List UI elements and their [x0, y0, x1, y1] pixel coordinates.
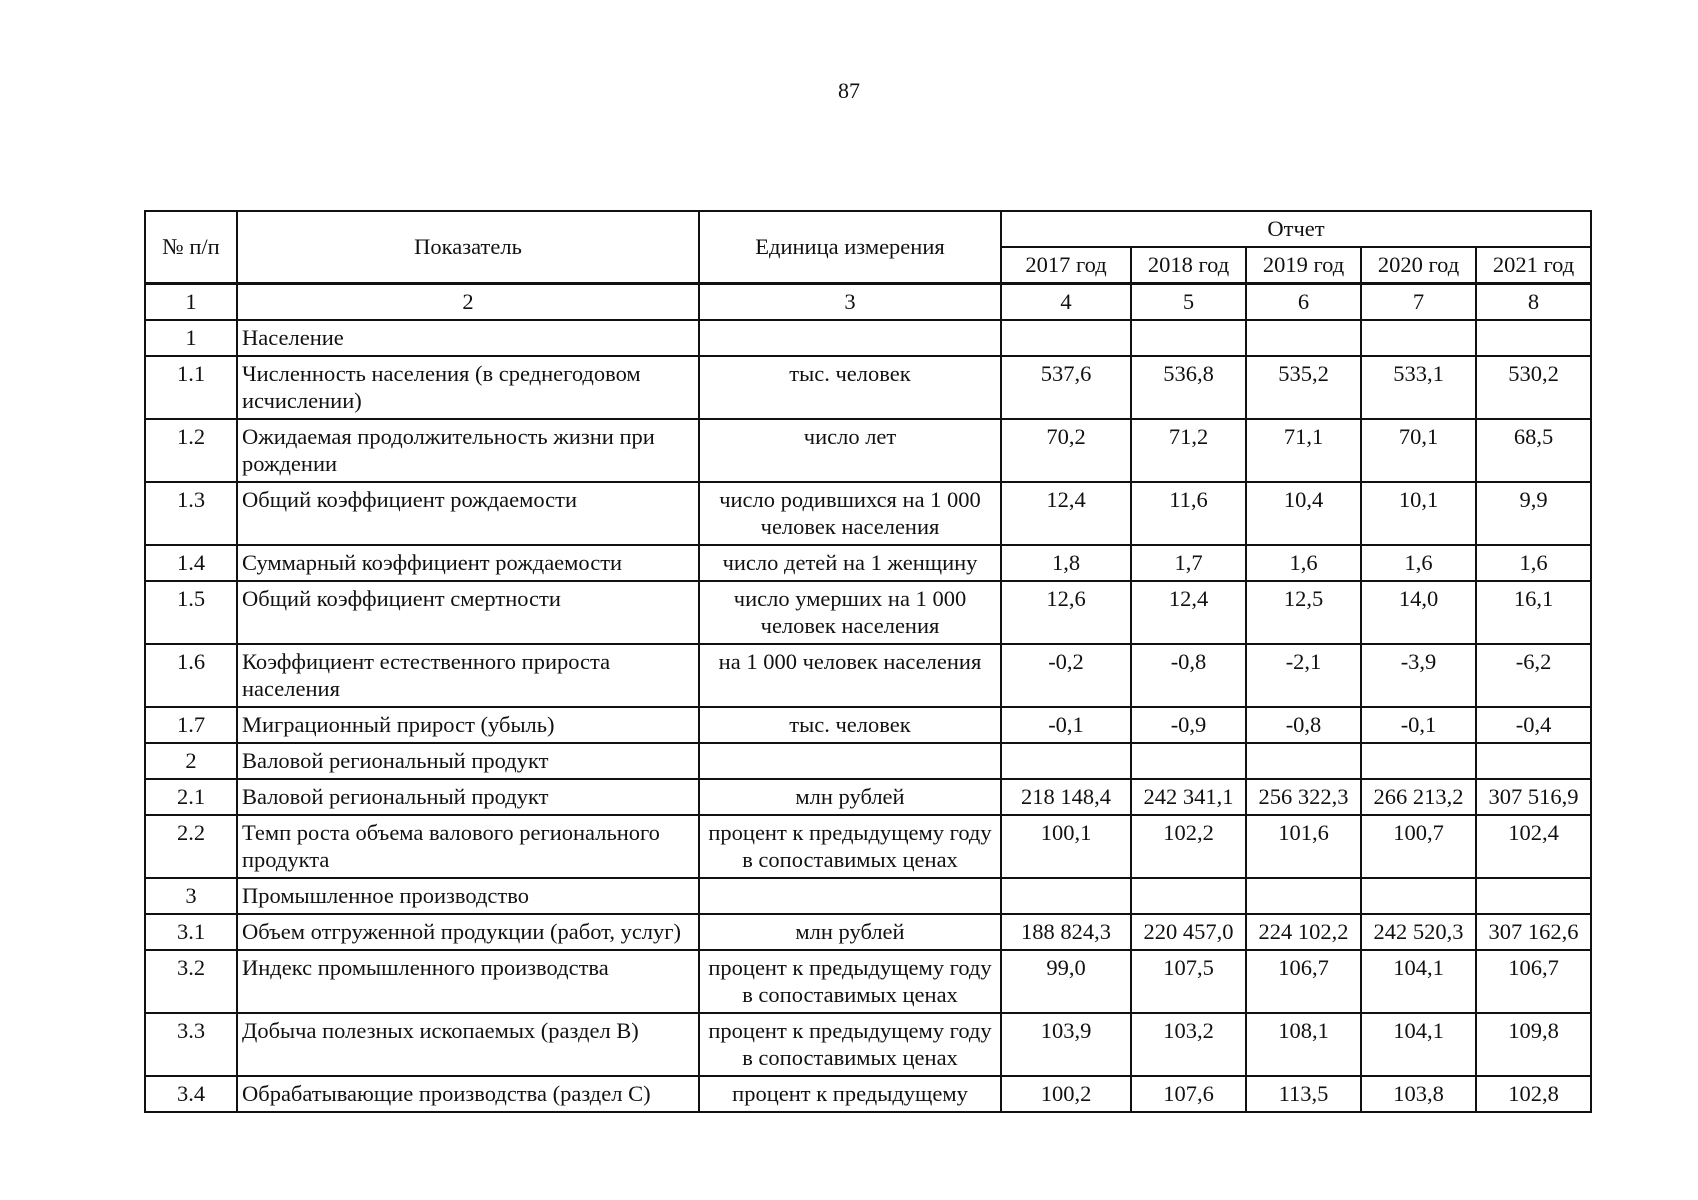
value-cell: 100,7 [1361, 815, 1476, 878]
value-cell [1361, 878, 1476, 914]
unit-of-measure: число родившихся на 1 000 человек населения [699, 482, 1001, 545]
header-year: 2021 год [1476, 247, 1591, 284]
row-number: 3.3 [145, 1013, 237, 1076]
indicator-name: Валовой региональный продукт [237, 743, 699, 779]
value-cell [1476, 878, 1591, 914]
value-cell: 9,9 [1476, 482, 1591, 545]
value-cell [1361, 320, 1476, 356]
value-cell: 71,2 [1131, 419, 1246, 482]
unit-of-measure: млн рублей [699, 914, 1001, 950]
value-cell: 106,7 [1246, 950, 1361, 1013]
value-cell: 113,5 [1246, 1076, 1361, 1112]
unit-of-measure: на 1 000 человек населения [699, 644, 1001, 707]
row-number: 1.7 [145, 707, 237, 743]
value-cell: -3,9 [1361, 644, 1476, 707]
value-cell: 104,1 [1361, 950, 1476, 1013]
indicator-name: Коэффициент естественного прироста населения [237, 644, 699, 707]
unit-of-measure: процент к предыдущему году в сопоставимых ценах [699, 1013, 1001, 1076]
column-number: 3 [699, 284, 1001, 321]
row-number: 1 [145, 320, 237, 356]
value-cell: 70,2 [1001, 419, 1131, 482]
value-cell: 103,2 [1131, 1013, 1246, 1076]
value-cell [1246, 878, 1361, 914]
column-number: 6 [1246, 284, 1361, 321]
table-row [145, 815, 1591, 878]
indicator-name: Добыча полезных ископаемых (раздел B) [237, 1013, 699, 1076]
unit-of-measure: млн рублей [699, 779, 1001, 815]
value-cell: 108,1 [1246, 1013, 1361, 1076]
row-number: 1.2 [145, 419, 237, 482]
value-cell [1131, 743, 1246, 779]
header-year: 2017 год [1001, 247, 1131, 284]
row-number: 3 [145, 878, 237, 914]
table-header [145, 211, 1591, 284]
value-cell: -0,8 [1246, 707, 1361, 743]
column-number: 4 [1001, 284, 1131, 321]
table-row [145, 950, 1591, 1013]
table-row [145, 356, 1591, 419]
value-cell [1131, 320, 1246, 356]
value-cell: 1,6 [1361, 545, 1476, 581]
value-cell: 107,6 [1131, 1076, 1246, 1112]
value-cell: 106,7 [1476, 950, 1591, 1013]
header-indicator: Показатель [237, 211, 699, 284]
row-number: 1.3 [145, 482, 237, 545]
value-cell: 537,6 [1001, 356, 1131, 419]
value-cell: 102,8 [1476, 1076, 1591, 1112]
indicator-name: Население [237, 320, 699, 356]
value-cell: 103,9 [1001, 1013, 1131, 1076]
table-row [145, 581, 1591, 644]
row-number: 2 [145, 743, 237, 779]
value-cell [1246, 320, 1361, 356]
row-number: 3.1 [145, 914, 237, 950]
column-number: 1 [145, 284, 237, 321]
value-cell: 14,0 [1361, 581, 1476, 644]
row-number: 3.4 [145, 1076, 237, 1112]
value-cell: 530,2 [1476, 356, 1591, 419]
table-row [145, 644, 1591, 707]
table-row [145, 707, 1591, 743]
value-cell: -0,1 [1361, 707, 1476, 743]
indicator-name: Промышленное производство [237, 878, 699, 914]
value-cell: -0,1 [1001, 707, 1131, 743]
value-cell: 103,8 [1361, 1076, 1476, 1112]
value-cell: 71,1 [1246, 419, 1361, 482]
value-cell: 12,6 [1001, 581, 1131, 644]
table-row [145, 743, 1591, 779]
header-year: 2020 год [1361, 247, 1476, 284]
value-cell: 11,6 [1131, 482, 1246, 545]
column-number: 2 [237, 284, 699, 321]
value-cell: 533,1 [1361, 356, 1476, 419]
value-cell [1001, 743, 1131, 779]
value-cell: 102,4 [1476, 815, 1591, 878]
indicator-name: Общий коэффициент смертности [237, 581, 699, 644]
unit-of-measure: процент к предыдущему году в сопоставимых ценах [699, 815, 1001, 878]
table-row [145, 1013, 1591, 1076]
table-row [145, 320, 1591, 356]
indicator-name: Численность населения (в среднегодовом исчислении) [237, 356, 699, 419]
value-cell: -0,9 [1131, 707, 1246, 743]
table-row [145, 545, 1591, 581]
value-cell: 266 213,2 [1361, 779, 1476, 815]
header-year: 2018 год [1131, 247, 1246, 284]
table-row [145, 914, 1591, 950]
row-number: 3.2 [145, 950, 237, 1013]
column-number: 8 [1476, 284, 1591, 321]
indicator-name: Миграционный прирост (убыль) [237, 707, 699, 743]
unit-of-measure [699, 743, 1001, 779]
value-cell: 101,6 [1246, 815, 1361, 878]
column-number: 5 [1131, 284, 1246, 321]
indicator-name: Суммарный коэффициент рождаемости [237, 545, 699, 581]
indicators-table [144, 210, 1592, 1113]
value-cell: 307 162,6 [1476, 914, 1591, 950]
value-cell: 307 516,9 [1476, 779, 1591, 815]
value-cell: 68,5 [1476, 419, 1591, 482]
row-number: 1.6 [145, 644, 237, 707]
value-cell [1361, 743, 1476, 779]
value-cell: -0,4 [1476, 707, 1591, 743]
value-cell: -2,1 [1246, 644, 1361, 707]
value-cell: 535,2 [1246, 356, 1361, 419]
table-row [145, 779, 1591, 815]
unit-of-measure: процент к предыдущему году в сопоставимых ценах [699, 950, 1001, 1013]
table-body [145, 284, 1591, 1113]
column-numbers-row [145, 284, 1591, 321]
table-row [145, 419, 1591, 482]
unit-of-measure: число умерших на 1 000 человек населения [699, 581, 1001, 644]
row-number: 1.5 [145, 581, 237, 644]
value-cell: 1,6 [1246, 545, 1361, 581]
value-cell: 256 322,3 [1246, 779, 1361, 815]
value-cell: 107,5 [1131, 950, 1246, 1013]
value-cell: 12,4 [1131, 581, 1246, 644]
value-cell [1131, 878, 1246, 914]
value-cell: 12,4 [1001, 482, 1131, 545]
value-cell: 100,2 [1001, 1076, 1131, 1112]
value-cell: 1,8 [1001, 545, 1131, 581]
unit-of-measure: число лет [699, 419, 1001, 482]
value-cell: 220 457,0 [1131, 914, 1246, 950]
value-cell: 70,1 [1361, 419, 1476, 482]
value-cell: 100,1 [1001, 815, 1131, 878]
header-year: 2019 год [1246, 247, 1361, 284]
indicator-name: Валовой региональный продукт [237, 779, 699, 815]
value-cell: 242 520,3 [1361, 914, 1476, 950]
value-cell: 1,7 [1131, 545, 1246, 581]
value-cell: 536,8 [1131, 356, 1246, 419]
indicator-name: Общий коэффициент рождаемости [237, 482, 699, 545]
value-cell: 16,1 [1476, 581, 1591, 644]
unit-of-measure: число детей на 1 женщину [699, 545, 1001, 581]
value-cell: 188 824,3 [1001, 914, 1131, 950]
indicator-name: Темп роста объема валового регионального продукта [237, 815, 699, 878]
value-cell: 109,8 [1476, 1013, 1591, 1076]
value-cell: 10,1 [1361, 482, 1476, 545]
page-number: 87 [838, 78, 860, 103]
value-cell: 102,2 [1131, 815, 1246, 878]
header-unit: Единица измерения [699, 211, 1001, 284]
value-cell [1246, 743, 1361, 779]
value-cell: -6,2 [1476, 644, 1591, 707]
value-cell: 99,0 [1001, 950, 1131, 1013]
column-number: 7 [1361, 284, 1476, 321]
value-cell: 1,6 [1476, 545, 1591, 581]
value-cell: 224 102,2 [1246, 914, 1361, 950]
value-cell: -0,2 [1001, 644, 1131, 707]
row-number: 2.2 [145, 815, 237, 878]
value-cell [1001, 878, 1131, 914]
value-cell [1476, 743, 1591, 779]
table-row [145, 1076, 1591, 1112]
table-row [145, 482, 1591, 545]
value-cell: 242 341,1 [1131, 779, 1246, 815]
value-cell [1476, 320, 1591, 356]
value-cell: 10,4 [1246, 482, 1361, 545]
value-cell [1001, 320, 1131, 356]
unit-of-measure [699, 320, 1001, 356]
value-cell: 218 148,4 [1001, 779, 1131, 815]
value-cell: -0,8 [1131, 644, 1246, 707]
value-cell: 12,5 [1246, 581, 1361, 644]
unit-of-measure: тыс. человек [699, 707, 1001, 743]
value-cell: 104,1 [1361, 1013, 1476, 1076]
unit-of-measure [699, 878, 1001, 914]
indicator-name: Ожидаемая продолжительность жизни при рождении [237, 419, 699, 482]
table-row [145, 878, 1591, 914]
indicator-name: Объем отгруженной продукции (работ, услуг) [237, 914, 699, 950]
indicator-name: Обрабатывающие производства (раздел C) [237, 1076, 699, 1112]
header-num: № п/п [145, 211, 237, 284]
row-number: 1.1 [145, 356, 237, 419]
unit-of-measure: процент к предыдущему [699, 1076, 1001, 1112]
row-number: 1.4 [145, 545, 237, 581]
unit-of-measure: тыс. человек [699, 356, 1001, 419]
indicator-name: Индекс промышленного производства [237, 950, 699, 1013]
header-report: Отчет [1001, 211, 1591, 247]
row-number: 2.1 [145, 779, 237, 815]
